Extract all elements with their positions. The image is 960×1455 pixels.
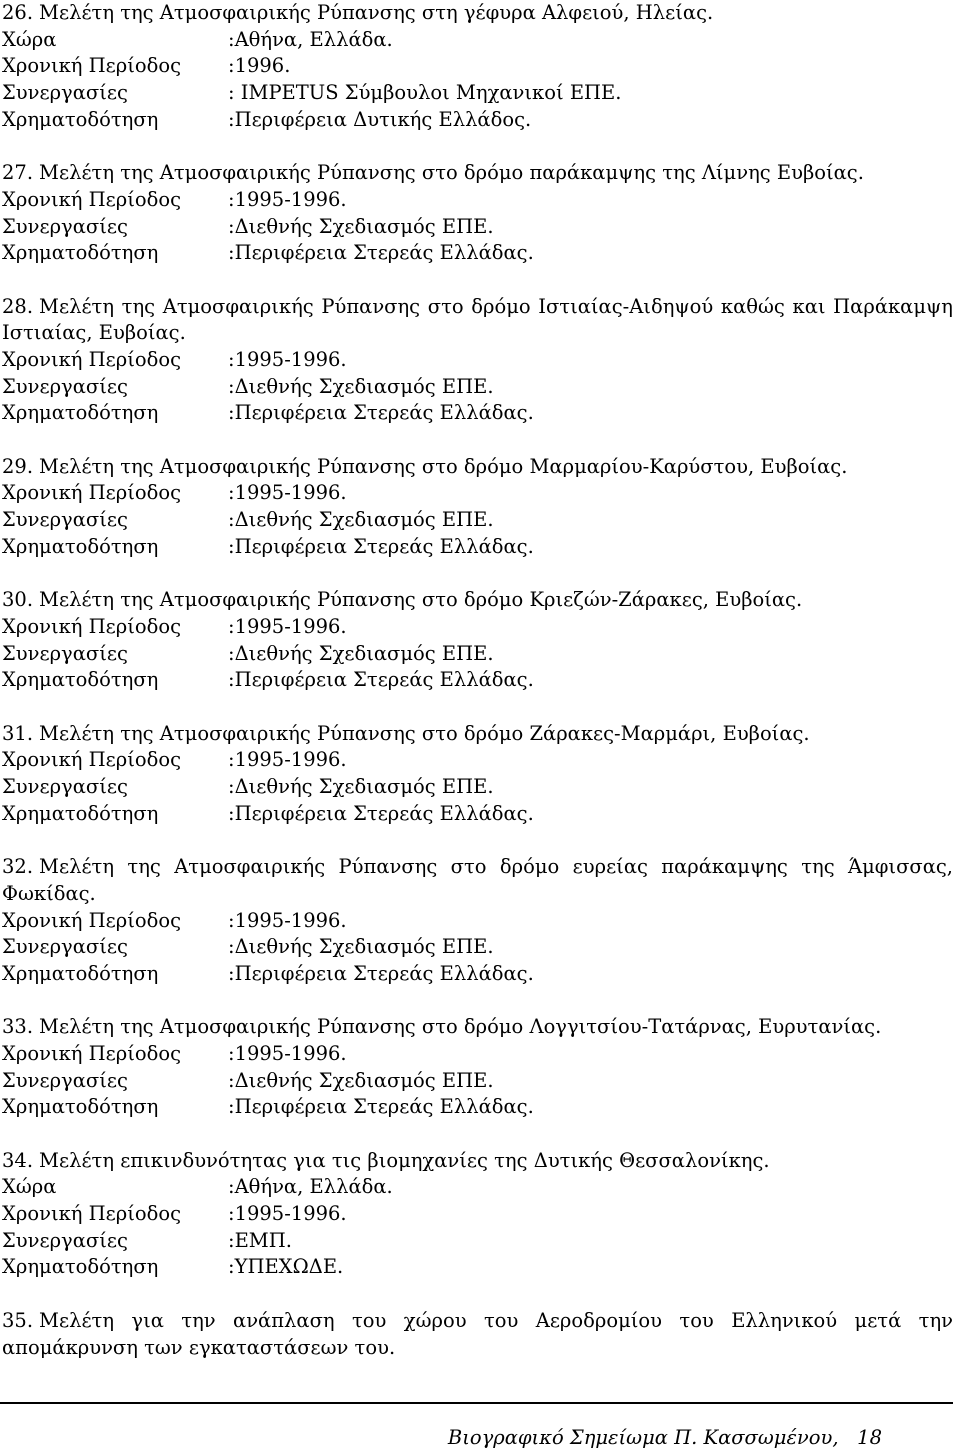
field-value: :1995-1996. (228, 348, 347, 371)
project-entry (2, 160, 953, 267)
entry-title-text: Μελέτη της Ατμοσφαιρικής Ρύπανσης στο δρόμο Μαρμαρίου-Καρύστου, Ευβοίας. (39, 454, 848, 478)
field-value: :Διεθνής Σχεδιασμός ΕΠΕ. (228, 641, 494, 665)
field-value: :1995-1996. (228, 614, 347, 638)
footer-label: Βιογραφικό Σημείωμα Π. Κασσωμένου, (447, 1426, 839, 1449)
entry-title (2, 587, 953, 614)
field-row (2, 53, 953, 80)
project-entry (2, 1014, 953, 1121)
field-label: Χρονική Περίοδος (2, 908, 182, 932)
field-value: :1995-1996. (228, 1041, 347, 1065)
field-label: Χρηματοδότηση (2, 961, 159, 985)
entry-title (2, 454, 953, 481)
field-label: Χρηματοδότηση (2, 1095, 159, 1119)
footer-rule (0, 1402, 953, 1404)
field-label: Συνεργασίες (2, 641, 128, 665)
field-label: Χρηματοδότηση (2, 401, 159, 425)
entry-number: 34. (2, 1148, 34, 1172)
entry-title (2, 294, 953, 347)
field-value: :Αθήνα, Ελλάδα. (228, 27, 393, 51)
entry-title-text: Μελέτη επικινδυνότητας για τις βιομηχανίες της Δυτικής Θεσσαλονίκης. (39, 1148, 770, 1172)
field-value: : IMPETUS Σύμβουλοι Μηχανικοί ΕΠΕ. (228, 81, 622, 105)
entry-title-text: Μελέτη της Ατμοσφαιρικής Ρύπανσης στο δρόμο ευρείας παράκαμψης της Άμφισσας, Φωκίδας. (2, 855, 953, 905)
entry-title (2, 1014, 953, 1041)
project-entry (2, 1148, 953, 1281)
project-entry (2, 1308, 953, 1361)
field-label: Χρονική Περίοδος (2, 614, 182, 638)
field-value: :Διεθνής Σχεδιασμός ΕΠΕ. (228, 214, 494, 238)
project-entry (2, 454, 953, 561)
field-label: Συνεργασίες (2, 935, 128, 959)
entry-number: 31. (2, 721, 34, 745)
entry-title (2, 160, 953, 187)
entry-title-text: Μελέτη της Ατμοσφαιρικής Ρύπανσης στο δρόμο παράκαμψης της Λίμνης Ευβοίας. (39, 161, 864, 185)
field-label: Χρηματοδότηση (2, 801, 159, 825)
field-label: Χρονική Περίοδος (2, 54, 182, 78)
field-value: :1995-1996. (228, 481, 347, 505)
field-row (2, 507, 953, 534)
document-body (2, 0, 953, 1388)
field-label: Συνεργασίες (2, 1228, 128, 1252)
entry-title-text: Μελέτη της Ατμοσφαιρικής Ρύπανσης στο δρόμο Κριεζών-Ζάρακες, Ευβοίας. (39, 588, 803, 612)
entry-number: 33. (2, 1015, 34, 1039)
field-value: :1995-1996. (228, 908, 347, 932)
field-row (2, 1094, 953, 1121)
field-value: :1995-1996. (228, 1202, 347, 1226)
field-row (2, 187, 953, 214)
entry-title (2, 721, 953, 748)
field-row (2, 1174, 953, 1201)
field-value: :ΥΠΕΧΩΔΕ. (228, 1255, 344, 1279)
entry-number: 30. (2, 588, 34, 612)
field-row (2, 400, 953, 427)
field-value: :Αθήνα, Ελλάδα. (228, 1175, 393, 1199)
field-row (2, 667, 953, 694)
field-row (2, 1068, 953, 1095)
entry-title-text: Μελέτη για την ανάπλαση του χώρου του Αεροδρομίου του Ελληνικού μετά την απομάκρυνση των εγκαταστάσεων του. (2, 1308, 953, 1359)
field-label: Χώρα (2, 1175, 57, 1199)
entry-title-text: Μελέτη της Ατμοσφαιρικής Ρύπανσης στο δρόμο Λογγιτσίου-Τατάρνας, Ευρυτανίας. (39, 1015, 882, 1039)
field-label: Χρονική Περίοδος (2, 187, 182, 211)
field-row (2, 801, 953, 828)
field-row (2, 774, 953, 801)
field-value: :Περιφέρεια Στερεάς Ελλάδας. (228, 801, 534, 825)
field-row (2, 1041, 953, 1068)
field-label: Συνεργασίες (2, 1068, 128, 1092)
field-value: :1996. (228, 54, 291, 78)
field-label: Χρονική Περίοδος (2, 481, 182, 505)
entry-title-text: Μελέτη της Ατμοσφαιρικής Ρύπανσης στο δρόμο Ζάρακες-Μαρμάρι, Ευβοίας. (39, 721, 810, 745)
entry-number: 29. (2, 454, 34, 478)
field-row (2, 480, 953, 507)
field-label: Συνεργασίες (2, 508, 128, 532)
field-value: :1995-1996. (228, 187, 347, 211)
field-label: Χώρα (2, 27, 57, 51)
entry-title (2, 1148, 953, 1175)
field-label: Χρονική Περίοδος (2, 1041, 182, 1065)
entry-number: 28. (2, 294, 34, 318)
entry-title-text: Μελέτη της Ατμοσφαιρικής Ρύπανσης στο δρόμο Ιστιαίας-Αιδηψού καθώς και Παράκαμψη Ιστιαίας, Ευβοίας. (2, 294, 953, 345)
field-label: Συνεργασίες (2, 81, 128, 105)
field-label: Χρονική Περίοδος (2, 348, 182, 371)
field-value: :Περιφέρεια Στερεάς Ελλάδας. (228, 534, 534, 558)
field-value: :Περιφέρεια Στερεάς Ελλάδας. (228, 961, 534, 985)
field-label: Συνεργασίες (2, 374, 128, 398)
field-value: :ΕΜΠ. (228, 1228, 292, 1252)
field-row (2, 374, 953, 401)
field-row (2, 534, 953, 561)
field-row (2, 1254, 953, 1281)
field-row (2, 214, 953, 241)
field-value: :Περιφέρεια Στερεάς Ελλάδας. (228, 241, 534, 265)
page-number: 18 (857, 1426, 882, 1449)
field-value: :Περιφέρεια Στερεάς Ελλάδας. (228, 1095, 534, 1119)
page-footer (448, 1425, 882, 1451)
field-value: :Διεθνής Σχεδιασμός ΕΠΕ. (228, 935, 494, 959)
project-entry (2, 0, 953, 133)
field-label: Χρηματοδότηση (2, 1255, 159, 1279)
field-value: :Περιφέρεια Στερεάς Ελλάδας. (228, 401, 534, 425)
project-entry (2, 587, 953, 694)
field-label: Χρηματοδότηση (2, 534, 159, 558)
entry-number: 32. (2, 855, 34, 879)
field-label: Χρηματοδότηση (2, 107, 159, 131)
entry-title (2, 1308, 953, 1361)
field-value: :Διεθνής Σχεδιασμός ΕΠΕ. (228, 374, 494, 398)
field-value: :1995-1996. (228, 748, 347, 772)
entry-title (2, 854, 953, 907)
field-row (2, 934, 953, 961)
field-label: Χρηματοδότηση (2, 668, 159, 692)
field-value: :Διεθνής Σχεδιασμός ΕΠΕ. (228, 508, 494, 532)
field-value: :Διεθνής Σχεδιασμός ΕΠΕ. (228, 775, 494, 799)
field-row (2, 347, 953, 374)
entry-title-text: Μελέτη της Ατμοσφαιρικής Ρύπανσης στη γέφυρα Αλφειού, Ηλείας. (39, 1, 714, 24)
field-label: Χρονική Περίοδος (2, 748, 182, 772)
entry-title (2, 0, 953, 27)
field-row (2, 908, 953, 935)
field-row (2, 614, 953, 641)
field-value: :Περιφέρεια Δυτικής Ελλάδος. (228, 107, 532, 131)
field-row (2, 1228, 953, 1255)
field-row (2, 107, 953, 134)
field-value: :Περιφέρεια Στερεάς Ελλάδας. (228, 668, 534, 692)
field-row (2, 961, 953, 988)
field-row (2, 80, 953, 107)
field-row (2, 747, 953, 774)
field-row (2, 240, 953, 267)
project-entry (2, 854, 953, 987)
project-entry (2, 721, 953, 828)
field-value: :Διεθνής Σχεδιασμός ΕΠΕ. (228, 1068, 494, 1092)
entry-number: 27. (2, 161, 34, 185)
project-entry (2, 294, 953, 427)
field-row (2, 1201, 953, 1228)
entry-number: 26. (2, 1, 34, 24)
field-label: Συνεργασίες (2, 214, 128, 238)
field-row (2, 641, 953, 668)
field-row (2, 27, 953, 54)
field-label: Χρηματοδότηση (2, 241, 159, 265)
entry-number: 35. (2, 1308, 34, 1332)
field-label: Συνεργασίες (2, 775, 128, 799)
field-label: Χρονική Περίοδος (2, 1202, 182, 1226)
